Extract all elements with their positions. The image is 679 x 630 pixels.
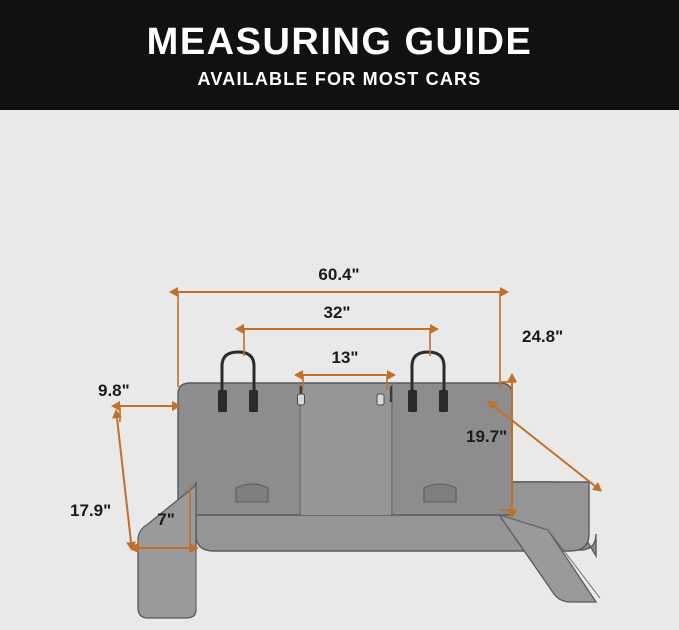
- label-side-flap-width: 9.8": [98, 381, 130, 400]
- label-total-width: 60.4": [318, 265, 360, 284]
- label-center-panel: 13": [331, 348, 359, 367]
- label-middle-span: 32": [323, 303, 351, 322]
- header-banner: [0, 0, 679, 110]
- seat-back-panel: [178, 383, 512, 515]
- seat-cover-diagram: [0, 110, 679, 630]
- label-bottom-flap: 7": [157, 510, 175, 529]
- page-title: MEASURING GUIDE: [146, 20, 533, 63]
- label-seat-depth: 19.7": [466, 427, 508, 446]
- label-side-flap-height: 17.9": [70, 501, 112, 520]
- dimension-side-flap-height: [70, 418, 131, 542]
- diagram-area: [0, 110, 679, 630]
- dimension-total-width: [178, 265, 500, 387]
- page-subtitle: AVAILABLE FOR MOST CARS: [197, 68, 482, 89]
- seat-cover-illustration: [138, 352, 600, 618]
- label-back-height: 24.8": [522, 327, 564, 346]
- side-flap-left: [138, 482, 196, 618]
- dimension-side-flap-width: [98, 381, 172, 422]
